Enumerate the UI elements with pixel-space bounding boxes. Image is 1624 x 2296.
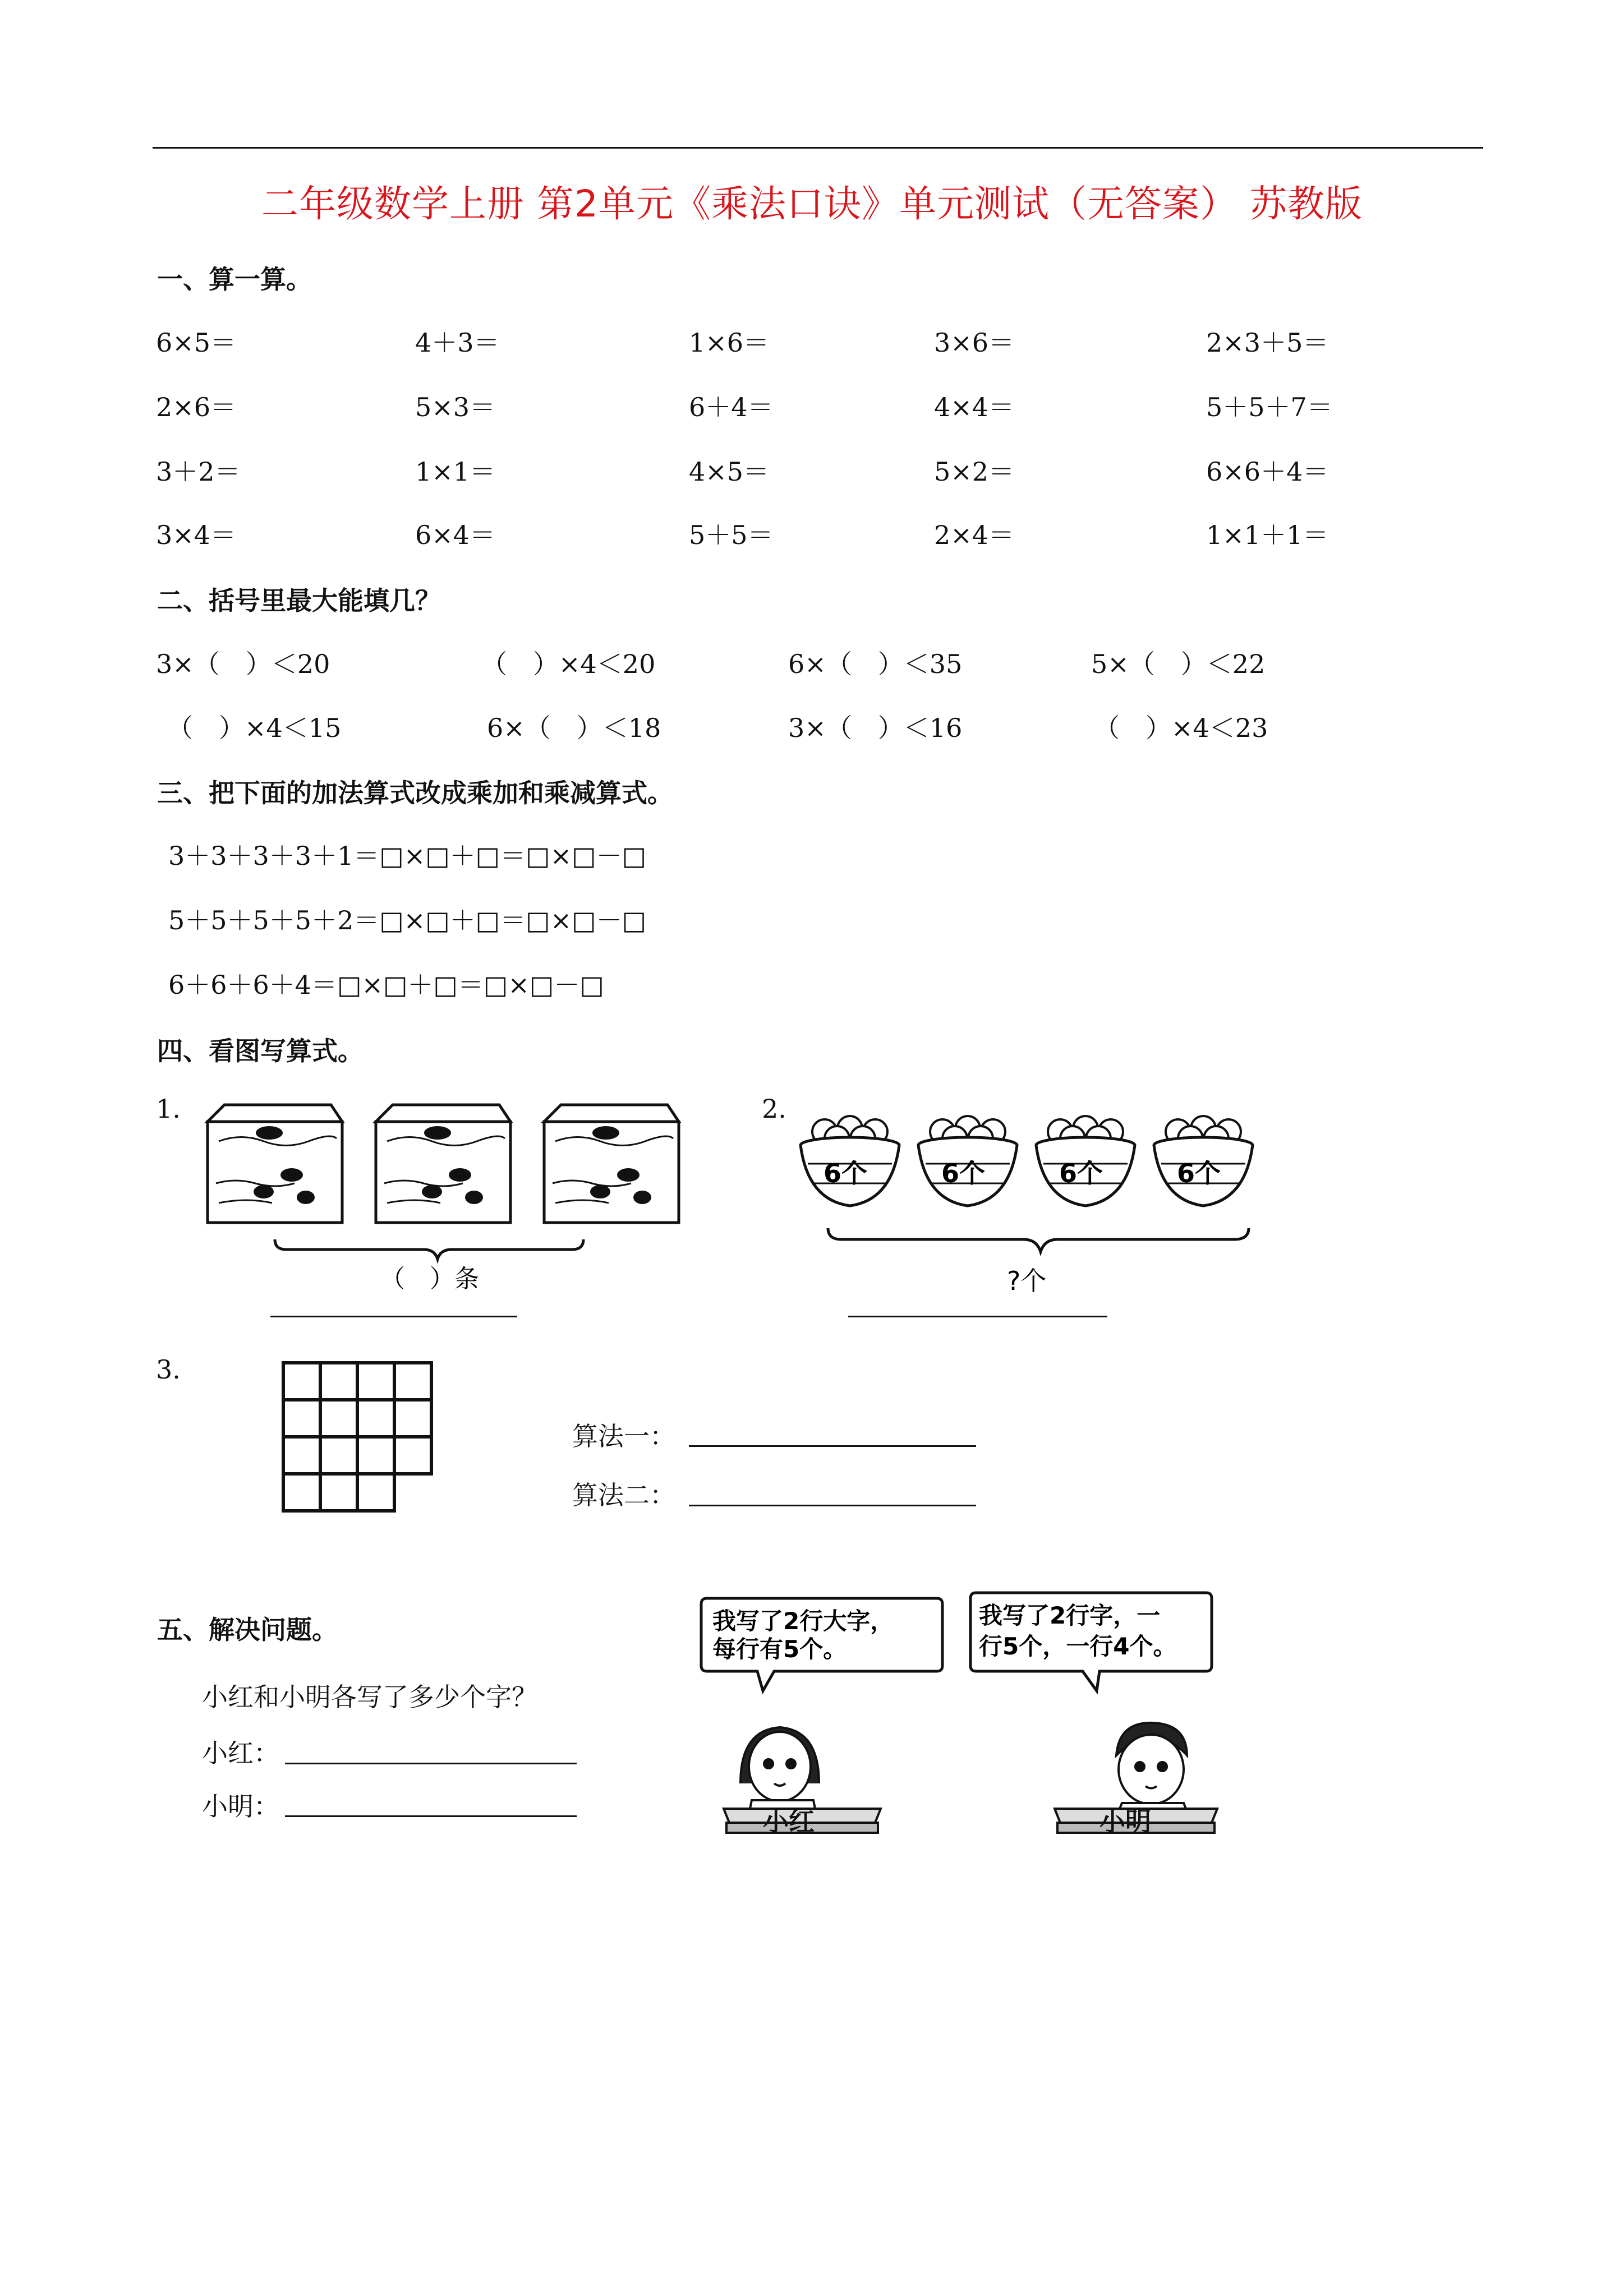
calc-item: 1×1＋1＝ bbox=[1206, 520, 1329, 550]
convert-item: 5＋5＋5＋5＋2＝□×□＋□＝□×□－□ bbox=[168, 905, 647, 935]
fish-tank bbox=[544, 1105, 679, 1223]
calc-item: 6×6＋4＝ bbox=[1206, 457, 1329, 487]
calc-item: 3×6＝ bbox=[934, 328, 1015, 358]
fill-item: （ ）×4＜15 bbox=[167, 713, 342, 743]
bubble-right-line-1: 我写了2行字，一 bbox=[979, 1602, 1161, 1629]
calc-item: 3＋2＝ bbox=[156, 457, 241, 487]
apple-count-label: ?个 bbox=[1007, 1266, 1047, 1296]
apple-baskets-figure bbox=[797, 1099, 1290, 1307]
fill-item: 3×（ ）＜20 bbox=[156, 649, 330, 679]
fill-item: 3×（ ）＜16 bbox=[788, 713, 963, 743]
question-number-3: 3. bbox=[156, 1354, 181, 1385]
grid-cell bbox=[283, 1363, 320, 1400]
calc-item: 6＋4＝ bbox=[689, 392, 774, 422]
grid-cell bbox=[357, 1363, 394, 1400]
basket-label: 6个 bbox=[823, 1158, 868, 1188]
convert-item: 6＋6＋6＋4＝□×□＋□＝□×□－□ bbox=[168, 970, 604, 1000]
kid-name-left: 小红 bbox=[763, 1806, 815, 1837]
section-4-heading: 四、看图写算式。 bbox=[157, 1036, 364, 1066]
basket-label: 6个 bbox=[1177, 1158, 1221, 1188]
fish-answer-line bbox=[270, 1316, 517, 1317]
method-1-line bbox=[689, 1445, 976, 1447]
fill-item: 5×（ ）＜22 bbox=[1091, 649, 1266, 679]
question-number-2: 2. bbox=[762, 1094, 786, 1124]
xiaohong-answer-line bbox=[285, 1763, 577, 1764]
fish-tanks-figure bbox=[202, 1099, 684, 1307]
square-grid-figure bbox=[280, 1360, 438, 1528]
grid-cell bbox=[320, 1363, 357, 1400]
grid-cell bbox=[357, 1474, 394, 1511]
section-1-heading: 一、算一算。 bbox=[157, 264, 312, 294]
fish-tank bbox=[208, 1105, 342, 1223]
grid-cell bbox=[357, 1400, 394, 1437]
apple-brace bbox=[828, 1228, 1249, 1252]
basket-label: 6个 bbox=[1059, 1158, 1103, 1188]
calc-item: 6×4＝ bbox=[415, 520, 496, 550]
kid-name-right: 小明 bbox=[1099, 1806, 1151, 1837]
xiaoming-answer-line bbox=[285, 1815, 577, 1817]
fill-item: 6×（ ）＜18 bbox=[487, 713, 661, 743]
calc-item: 2×6＝ bbox=[156, 392, 237, 422]
method-2-label: 算法二： bbox=[572, 1480, 675, 1510]
fish-count-label: （ ）条 bbox=[380, 1265, 479, 1293]
grid-cell bbox=[394, 1400, 431, 1437]
calc-item: 6×5＝ bbox=[156, 328, 237, 358]
fill-item: 6×（ ）＜35 bbox=[788, 649, 963, 679]
fill-item: （ ）×4＜20 bbox=[481, 649, 656, 679]
bubble-left-line-2: 每行有5个。 bbox=[712, 1635, 847, 1663]
section-2-heading: 二、括号里最大能填几？ bbox=[157, 585, 441, 616]
calc-item: 2×3＋5＝ bbox=[1206, 328, 1329, 358]
bubble-right-line-2: 行5个，一行4个。 bbox=[979, 1633, 1177, 1660]
calc-item: 5＋5＋7＝ bbox=[1206, 392, 1333, 422]
apple-answer-line bbox=[848, 1316, 1107, 1317]
calc-item: 1×1＝ bbox=[415, 457, 496, 487]
top-rule bbox=[153, 147, 1483, 149]
calc-item: 4×5＝ bbox=[689, 457, 770, 487]
grid-cell bbox=[394, 1363, 431, 1400]
bubble-left-line-1: 我写了2行大字， bbox=[712, 1607, 894, 1635]
page-title: 二年级数学上册 第2单元《乘法口诀》单元测试（无答案） 苏教版 bbox=[261, 182, 1363, 225]
grid-cell bbox=[283, 1400, 320, 1437]
problem-question: 小红和小明各写了多少个字？ bbox=[202, 1682, 537, 1712]
method-1-label: 算法一： bbox=[572, 1421, 675, 1451]
calc-item: 3×4＝ bbox=[156, 520, 237, 550]
grid-cell bbox=[320, 1400, 357, 1437]
calc-item: 5×3＝ bbox=[415, 392, 496, 422]
section-3-heading: 三、把下面的加法算式改成乘加和乘减算式。 bbox=[157, 778, 673, 808]
fish-tank bbox=[376, 1105, 510, 1223]
method-2-line bbox=[689, 1505, 976, 1506]
xiaoming-answer-label: 小明： bbox=[202, 1791, 279, 1822]
calc-item: 5＋5＝ bbox=[689, 520, 774, 550]
fish-brace bbox=[275, 1239, 583, 1259]
grid-cell bbox=[394, 1437, 431, 1474]
basket-label: 6个 bbox=[941, 1158, 986, 1188]
grid-cell bbox=[357, 1437, 394, 1474]
section-5-heading: 五、解决问题。 bbox=[157, 1615, 338, 1645]
grid-cell bbox=[283, 1437, 320, 1474]
xiaohong-answer-label: 小红： bbox=[202, 1738, 279, 1768]
calc-item: 2×4＝ bbox=[934, 520, 1015, 550]
calc-item: 5×2＝ bbox=[934, 457, 1015, 487]
question-number-1: 1. bbox=[156, 1094, 181, 1124]
speech-bubble-left bbox=[701, 1598, 942, 1691]
grid-cell bbox=[320, 1437, 357, 1474]
calc-item: 4＋3＝ bbox=[415, 328, 500, 358]
speech-bubble-right bbox=[970, 1593, 1212, 1691]
grid-cell bbox=[283, 1474, 320, 1511]
calc-item: 1×6＝ bbox=[689, 328, 770, 358]
convert-item: 3＋3＋3＋3＋1＝□×□＋□＝□×□－□ bbox=[168, 841, 647, 871]
grid-cell bbox=[320, 1474, 357, 1511]
calc-item: 4×4＝ bbox=[934, 392, 1015, 422]
fill-item: （ ）×4＜23 bbox=[1094, 713, 1268, 743]
